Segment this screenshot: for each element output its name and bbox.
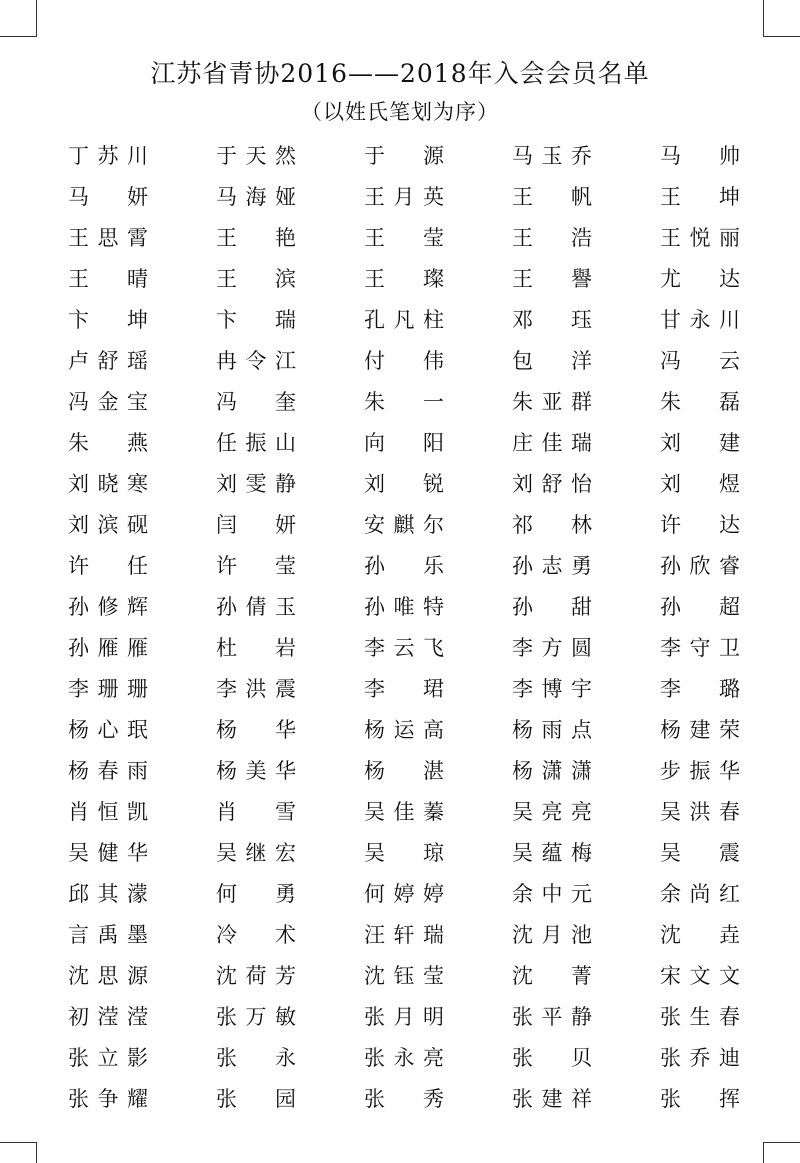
member-name: 张 永 亮	[364, 1046, 444, 1070]
member-name: 尤 达	[660, 267, 740, 291]
member-name: 孙 倩 玉	[216, 595, 296, 619]
crop-mark-top-left	[0, 0, 37, 37]
member-name: 王 莹	[364, 226, 444, 250]
member-name: 刘 雯 静	[216, 472, 296, 496]
member-name: 张 生 春	[660, 1005, 740, 1029]
crop-mark-top-right	[763, 0, 800, 37]
member-name: 张 贝	[512, 1046, 592, 1070]
member-name: 张 月 明	[364, 1005, 444, 1029]
member-name: 王 滨	[216, 267, 296, 291]
member-name: 庄 佳 瑞	[512, 431, 592, 455]
member-name: 王 坤	[660, 185, 740, 209]
member-name: 孙 修 辉	[68, 595, 148, 619]
member-name: 朱 磊	[660, 390, 740, 414]
member-name: 张 乔 迪	[660, 1046, 740, 1070]
member-name: 朱 亚 群	[512, 390, 592, 414]
member-name: 王 浩	[512, 226, 592, 250]
member-name: 冯 金 宝	[68, 390, 148, 414]
member-name: 冯 云	[660, 349, 740, 373]
member-name: 张 立 影	[68, 1046, 148, 1070]
member-name: 沈 垚	[660, 923, 740, 947]
member-name: 吴 亮 亮	[512, 800, 592, 824]
member-name: 刘 锐	[364, 472, 444, 496]
crop-mark-bottom-right	[763, 1142, 800, 1163]
member-name: 卢 舒 瑶	[68, 349, 148, 373]
member-name: 李 方 圆	[512, 636, 592, 660]
member-name: 马 海 娅	[216, 185, 296, 209]
member-name: 孔 凡 柱	[364, 308, 444, 332]
member-name: 张 万 敏	[216, 1005, 296, 1029]
member-name: 孙 乐	[364, 554, 444, 578]
member-name: 卞 瑞	[216, 308, 296, 332]
member-name: 刘 舒 怡	[512, 472, 592, 496]
member-name: 李 珺	[364, 677, 444, 701]
member-name: 许 莹	[216, 554, 296, 578]
member-name: 李 博 宇	[512, 677, 592, 701]
member-name: 余 中 元	[512, 882, 592, 906]
member-name: 朱 燕	[68, 431, 148, 455]
member-name: 王 譽	[512, 267, 592, 291]
member-name: 李 璐	[660, 677, 740, 701]
member-name: 杜 岩	[216, 636, 296, 660]
member-name: 步 振 华	[660, 759, 740, 783]
member-name: 张 建 祥	[512, 1087, 592, 1111]
document-subtitle: （以姓氏笔划为序）	[301, 100, 499, 124]
member-name: 张 永	[216, 1046, 296, 1070]
member-name: 杨 心 珉	[68, 718, 148, 742]
member-name: 张 争 耀	[68, 1087, 148, 1111]
member-name: 包 洋	[512, 349, 592, 373]
member-name: 何 婷 婷	[364, 882, 444, 906]
member-name: 吴 佳 蓁	[364, 800, 444, 824]
member-name: 吴 洪 春	[660, 800, 740, 824]
member-name: 杨 美 华	[216, 759, 296, 783]
member-name: 王 悦 丽	[660, 226, 740, 250]
member-name: 杨 湛	[364, 759, 444, 783]
member-name: 李 守 卫	[660, 636, 740, 660]
member-name: 吴 继 宏	[216, 841, 296, 865]
member-name: 向 阳	[364, 431, 444, 455]
member-name: 沈 荷 芳	[216, 964, 296, 988]
member-name: 沈 菁	[512, 964, 592, 988]
member-name: 孙 唯 特	[364, 595, 444, 619]
member-name: 孙 欣 睿	[660, 554, 740, 578]
member-name: 许 任	[68, 554, 148, 578]
member-name: 王 帆	[512, 185, 592, 209]
member-name: 马 妍	[68, 185, 148, 209]
member-name: 张 挥	[660, 1087, 740, 1111]
member-name: 刘 晓 寒	[68, 472, 148, 496]
member-name: 杨 华	[216, 718, 296, 742]
member-name: 吴 蕴 梅	[512, 841, 592, 865]
member-name: 张 园	[216, 1087, 296, 1111]
member-name: 任 振 山	[216, 431, 296, 455]
member-name: 孙 雁 雁	[68, 636, 148, 660]
member-name: 杨 建 荣	[660, 718, 740, 742]
member-name: 马 玉 乔	[512, 144, 592, 168]
member-name: 言 禹 墨	[68, 923, 148, 947]
member-name: 冷 术	[216, 923, 296, 947]
member-name: 孙 志 勇	[512, 554, 592, 578]
member-name: 杨 运 高	[364, 718, 444, 742]
member-name: 余 尚 红	[660, 882, 740, 906]
member-name: 肖 雪	[216, 800, 296, 824]
member-name: 甘 永 川	[660, 308, 740, 332]
member-name: 肖 恒 凯	[68, 800, 148, 824]
member-name: 邱 其 濛	[68, 882, 148, 906]
member-name: 冯 奎	[216, 390, 296, 414]
member-name: 朱 一	[364, 390, 444, 414]
member-name: 杨 潇 潇	[512, 759, 592, 783]
member-name: 李 洪 震	[216, 677, 296, 701]
member-name: 卞 坤	[68, 308, 148, 332]
member-name: 吴 健 华	[68, 841, 148, 865]
member-name: 孙 超	[660, 595, 740, 619]
member-name: 于 天 然	[216, 144, 296, 168]
member-name: 付 伟	[364, 349, 444, 373]
member-name: 汪 轩 瑞	[364, 923, 444, 947]
member-name: 许 达	[660, 513, 740, 537]
document-title: 江苏省青协2016——2018年入会会员名单	[150, 59, 650, 88]
member-name: 孙 甜	[512, 595, 592, 619]
member-name: 沈 思 源	[68, 964, 148, 988]
member-name: 吴 琼	[364, 841, 444, 865]
member-name: 马 帅	[660, 144, 740, 168]
member-name: 王 月 英	[364, 185, 444, 209]
member-name: 闫 妍	[216, 513, 296, 537]
member-name: 刘 建	[660, 431, 740, 455]
member-name: 刘 煜	[660, 472, 740, 496]
member-name: 宋 文 文	[660, 964, 740, 988]
member-name: 杨 雨 点	[512, 718, 592, 742]
member-name: 王 晴	[68, 267, 148, 291]
member-name: 李 云 飞	[364, 636, 444, 660]
crop-mark-bottom-left	[0, 1142, 37, 1163]
member-name: 吴 震	[660, 841, 740, 865]
member-name: 王 艳	[216, 226, 296, 250]
member-name: 王 璨	[364, 267, 444, 291]
member-name: 何 勇	[216, 882, 296, 906]
member-name: 刘 滨 砚	[68, 513, 148, 537]
member-name: 安 麒 尔	[364, 513, 444, 537]
member-name: 初 滢 滢	[68, 1005, 148, 1029]
member-name: 冉 令 江	[216, 349, 296, 373]
member-name: 王 思 霄	[68, 226, 148, 250]
member-name: 于 源	[364, 144, 444, 168]
member-name: 祁 林	[512, 513, 592, 537]
member-name: 杨 春 雨	[68, 759, 148, 783]
member-name: 邓 珏	[512, 308, 592, 332]
member-name: 李 珊 珊	[68, 677, 148, 701]
member-name: 沈 月 池	[512, 923, 592, 947]
member-name: 张 秀	[364, 1087, 444, 1111]
member-name-grid	[68, 136, 748, 1120]
member-name: 张 平 静	[512, 1005, 592, 1029]
member-name: 沈 钰 莹	[364, 964, 444, 988]
member-name: 丁 苏 川	[68, 144, 148, 168]
